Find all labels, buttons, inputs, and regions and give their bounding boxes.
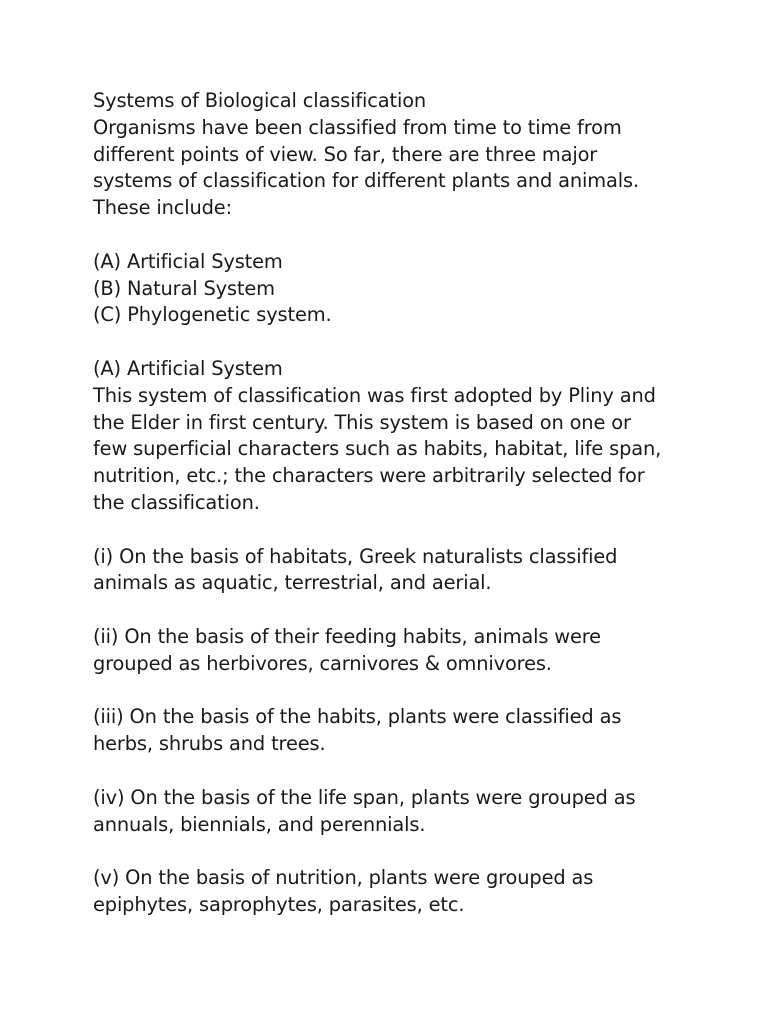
intro-line: different points of view. So far, there are three major (93, 142, 598, 166)
section-body-line: This system of classification was first adopted by Pliny and (93, 383, 656, 407)
document-title-block (93, 88, 713, 222)
point-line: animals as aquatic, terrestrial, and aerial. (93, 571, 492, 595)
systems-list-item: (B) Natural System (93, 276, 275, 300)
intro-line: systems of classification for different plants and animals. (93, 169, 639, 193)
section-body-line: nutrition, etc.; the characters were arbitrarily selected for (93, 464, 645, 488)
intro-line: Organisms have been classified from time to time from (93, 115, 622, 139)
point-line: (i) On the basis of habitats, Greek naturalists classified (93, 544, 618, 568)
point-v (93, 865, 713, 919)
paragraph-spacer (93, 517, 713, 544)
systems-list (93, 249, 713, 329)
paragraph-spacer (93, 597, 713, 624)
document-page (93, 88, 713, 919)
point-iv (93, 785, 713, 839)
paragraph-spacer (93, 222, 713, 249)
point-line: (v) On the basis of nutrition, plants were grouped as (93, 866, 594, 890)
document-title: Systems of Biological classification (93, 89, 427, 112)
point-line: epiphytes, saprophytes, parasites, etc. (93, 892, 465, 916)
point-line: grouped as herbivores, carnivores & omnivores. (93, 651, 552, 675)
intro-line: These include: (93, 196, 232, 220)
section-body-line: few superficial characters such as habits, habitat, life span, (93, 437, 662, 461)
paragraph-spacer (93, 678, 713, 705)
systems-list-item: (C) Phylogenetic system. (93, 303, 332, 327)
point-line: annuals, biennials, and perennials. (93, 812, 426, 836)
point-line: herbs, shrubs and trees. (93, 732, 326, 756)
paragraph-spacer (93, 329, 713, 356)
point-line: (iii) On the basis of the habits, plants were classified as (93, 705, 622, 729)
point-line: (iv) On the basis of the life span, plants were grouped as (93, 785, 636, 809)
section-heading: (A) Artificial System (93, 356, 283, 380)
point-iii (93, 704, 713, 758)
point-i (93, 544, 713, 598)
point-ii (93, 624, 713, 678)
section-body-line: the classification. (93, 490, 260, 514)
section-body-line: the Elder in first century. This system is based on one or (93, 410, 631, 434)
point-line: (ii) On the basis of their feeding habits, animals were (93, 624, 601, 648)
paragraph-spacer (93, 758, 713, 785)
section-artificial-system (93, 356, 713, 517)
systems-list-item: (A) Artificial System (93, 249, 283, 273)
paragraph-spacer (93, 838, 713, 865)
